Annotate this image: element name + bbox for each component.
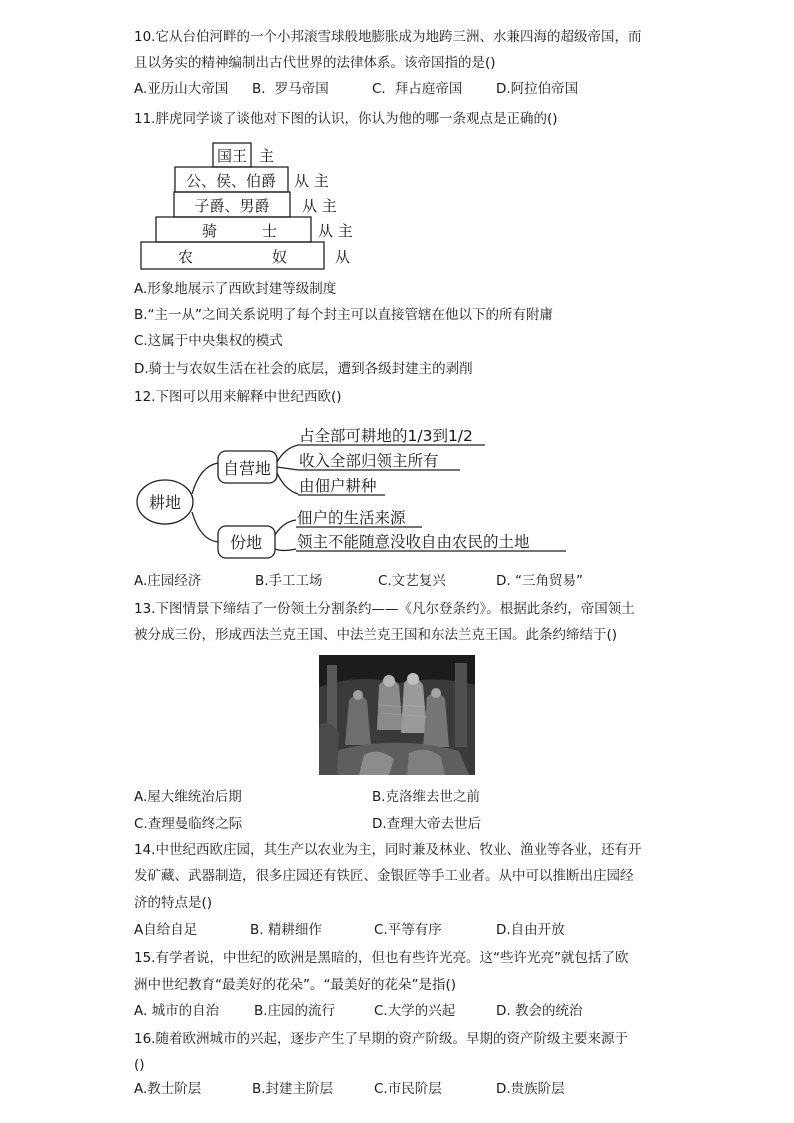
q11-option-a: A.形象地展示了西欧封建等级制度 — [134, 281, 337, 297]
q14-option-c: C.平等有序 — [374, 922, 442, 938]
q13-stem-line2: 被分成三份，形成西法兰克王国、中法兰克王国和东法兰克王国。此条约缔结于() — [134, 627, 618, 643]
q14-stem-line2: 发矿藏、武器制造，很多庄园还有铁匠、金银匠等手工业者。从中可以推断出庄园经 — [134, 868, 634, 884]
mindmap-branch2-label: 份地 — [229, 533, 263, 552]
q15-option-c: C.大学的兴起 — [374, 1003, 456, 1019]
pyramid-nobles-label: 公、侯、伯爵 — [185, 172, 277, 190]
q14-option-b: B. 精耕细作 — [250, 922, 322, 938]
pyramid-knights-side: 从 主 — [318, 222, 353, 240]
q16-option-c: C.市民阶层 — [374, 1081, 442, 1097]
q15-option-a: A. 城市的自治 — [134, 1003, 220, 1019]
q14-stem-line1: 14.中世纪西欧庄园，其生产以农业为主，同时兼及林业、牧业、渔业等各业，还有开 — [134, 842, 642, 858]
mindmap-branch2-connector — [192, 512, 218, 542]
mindmap-item-1: 占全部可耕地的1/3到1/2 — [299, 427, 473, 445]
mindmap-branch1-link-3 — [277, 473, 298, 494]
q10-stem-line1: 10.它从台伯河畔的一个小邦滚雪球般地膨胀成为地跨三洲、水兼四海的超级帝国，而 — [134, 29, 642, 45]
pyramid-serfs-right: 奴 — [272, 248, 288, 266]
pyramid-nobles-side: 从 主 — [294, 172, 329, 190]
mindmap-branch1-link-2 — [277, 467, 298, 470]
mindmap-branch1-connector — [192, 463, 218, 494]
pyramid-king-label: 国王 — [216, 147, 248, 165]
mindmap-branch2-link-2 — [275, 549, 296, 551]
q14-option-a: A自给自足 — [134, 922, 198, 938]
q13-option-a: A.屋大维统治后期 — [134, 789, 242, 805]
q16-option-a: A.教士阶层 — [134, 1081, 202, 1097]
mindmap-item-5: 领主不能随意没收自由农民的土地 — [297, 533, 530, 551]
pyramid-serfs-left: 农 — [178, 248, 194, 266]
pyramid-viscounts-label: 子爵、男爵 — [194, 197, 270, 215]
q10-option-b: B．罗马帝国 — [252, 81, 329, 97]
mindmap-item-2: 收入全部归领主所有 — [299, 452, 439, 470]
q14-option-d: D.自由开放 — [496, 922, 565, 938]
q16-option-d: D.贵族阶层 — [496, 1081, 565, 1097]
q11-option-b: B.“主一从”之间关系说明了每个封主可以直接管辖在他以下的所有附庸 — [134, 307, 554, 323]
q14-stem-line3: 济的特点是() — [134, 895, 213, 911]
mindmap-branch2-link-1 — [275, 520, 296, 535]
q16-option-b: B.封建主阶层 — [252, 1081, 334, 1097]
q15-stem-line2: 洲中世纪教育“最美好的花朵”。“最美好的花朵”是指() — [134, 977, 457, 993]
mindmap-branch1-link-1 — [277, 445, 298, 462]
q12-option-d: D. “三角贸易” — [496, 573, 583, 589]
q10-option-d: D.阿拉伯帝国 — [496, 81, 579, 97]
treaty-of-verdun-engraving — [319, 655, 475, 775]
q13-option-d: D.查理大帝去世后 — [372, 816, 482, 832]
q15-option-d: D. 教会的统治 — [496, 1003, 583, 1019]
pyramid-knights-right: 士 — [262, 222, 278, 240]
q11-stem: 11.胖虎同学谈了谈他对下图的认识，你认为他的哪一条观点是正确的() — [134, 111, 558, 127]
q13-option-c: C.查理曼临终之际 — [134, 816, 243, 832]
q12-option-a: A.庄园经济 — [134, 573, 202, 589]
mindmap-item-3b: 由佃户耕种 — [299, 477, 377, 495]
q12-option-b: B.手工工场 — [255, 573, 323, 589]
q13-option-b: B.克洛维去世之前 — [372, 789, 481, 805]
pyramid-serfs-side: 从 — [335, 248, 351, 266]
q12-option-c: C.文艺复兴 — [378, 573, 446, 589]
q12-stem: 12.下图可以用来解释中世纪西欧() — [134, 389, 342, 405]
mindmap-branch1-label: 自营地 — [222, 459, 272, 478]
q10-option-c: C．拜占庭帝国 — [372, 81, 463, 97]
q10-stem-line2: 且以务实的精神编制出古代世界的法律体系。该帝国指的是() — [134, 55, 496, 71]
q16-stem-line1: 16.随着欧洲城市的兴起，逐步产生了早期的资产阶级。早期的资产阶级主要来源于 — [134, 1031, 628, 1047]
pyramid-knights-left: 骑 — [202, 222, 218, 240]
pyramid-viscounts-side: 从 主 — [302, 197, 337, 215]
q11-option-d: D.骑士与农奴生活在社会的底层，遭到各级封建主的剥削 — [134, 361, 473, 377]
q13-stem-line1: 13.下图情景下缔结了一份领土分割条约——《凡尔登条约》。根据此条约，帝国领土 — [134, 601, 635, 617]
q16-stem-line2: () — [134, 1057, 145, 1073]
pyramid-king-side: 主 — [259, 147, 275, 165]
q15-stem-line1: 15.有学者说，中世纪的欧洲是黑暗的，但也有些许光亮。这“些许光亮”就包括了欧 — [134, 950, 629, 966]
q11-option-c: C.这属于中央集权的模式 — [134, 333, 283, 349]
mindmap-item-4: 佃户的生活来源 — [297, 509, 406, 527]
q10-option-a: A.亚历山大帝国 — [134, 81, 229, 97]
mindmap-root-label: 耕地 — [148, 493, 182, 512]
q15-option-b: B.庄园的流行 — [254, 1003, 336, 1019]
